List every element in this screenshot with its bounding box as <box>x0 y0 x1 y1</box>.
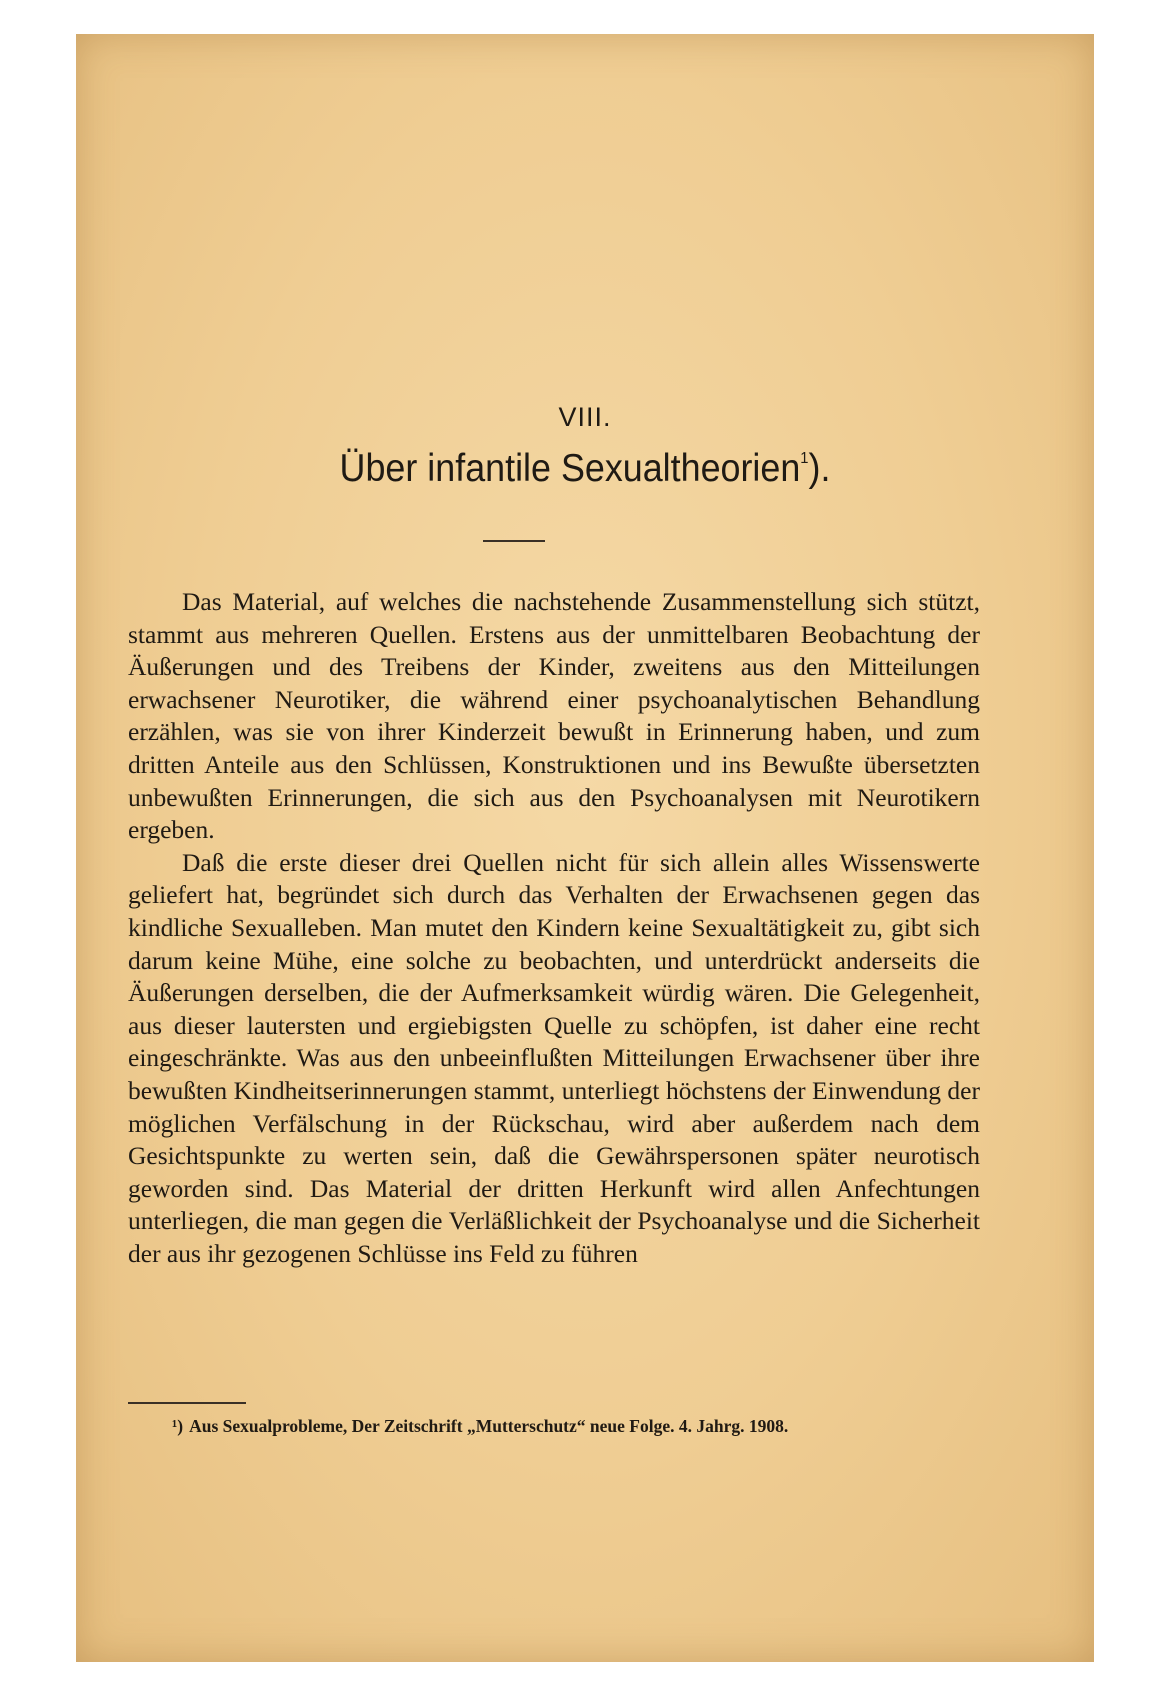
title-divider <box>483 540 545 542</box>
footnote-reference: 1 <box>800 450 809 467</box>
footnote <box>128 1412 980 1440</box>
body-text <box>128 586 980 1270</box>
chapter-title-text: Über infantile Sexualtheorien <box>339 447 801 490</box>
chapter-title-suffix: ). <box>808 447 831 490</box>
footnote-divider <box>128 1402 246 1404</box>
footnote-marker: ¹) <box>172 1416 184 1436</box>
paragraph-1: Das Material, auf welches die nachstehende Zusammenstellung sich stützt, stammt aus mehreren Quellen. Erstens aus der unmittelbaren Beobachtung der Äußerungen und des Treibens der Kinder, zweitens aus den Mitteilungen erwachsener Neurotiker, die während einer psychoanalytischen Behandlung erzählen, was sie von ihrer Kinderzeit bewußt in Erinnerung haben, und zum dritten Anteile aus den Schlüssen, Konstruktionen und ins Bewußte übersetzten unbewußten Erinnerungen, die sich aus den Psychoanalysen mit Neurotikern ergeben. <box>128 587 980 845</box>
paragraph-2: Daß die erste dieser drei Quellen nicht für sich allein alles Wissenswerte geliefert hat, begründet sich durch das Verhalten der Erwachsenen gegen das kindliche Sexualleben. Man mutet den Kindern keine Sexualtätigkeit zu, gibt sich darum keine Mühe, eine solche zu beobachten, und unterdrückt anderseits die Äußerungen derselben, die der Aufmerksamkeit würdig wären. Die Gelegenheit, aus dieser lautersten und ergiebigsten Quelle zu schöpfen, ist daher eine recht eingeschränkte. Was aus den unbeeinflußten Mitteilungen Erwachsener über ihre bewußten Kindheitserinnerungen stammt, unterliegt höchstens der Einwendung der möglichen Verfälschung in der Rückschau, wird aber außerdem nach dem Gesichtspunkte zu werten sein, daß die Gewährspersonen später neurotisch geworden sind. Das Material der dritten Herkunft wird allen Anfechtungen unterliegen, die man gegen die Verläßlichkeit der Psychoanalyse und die Sicherheit der aus ihr gezogenen Schlüsse ins Feld zu führen <box>128 847 980 1268</box>
footnote-text: Aus Sexualprobleme, Der Zeitschrift „Mutterschutz“ neue Folge. 4. Jahrg. 1908. <box>189 1416 789 1436</box>
book-page <box>76 34 1094 1662</box>
chapter-title <box>117 447 1054 491</box>
chapter-number: VIII. <box>558 402 612 432</box>
